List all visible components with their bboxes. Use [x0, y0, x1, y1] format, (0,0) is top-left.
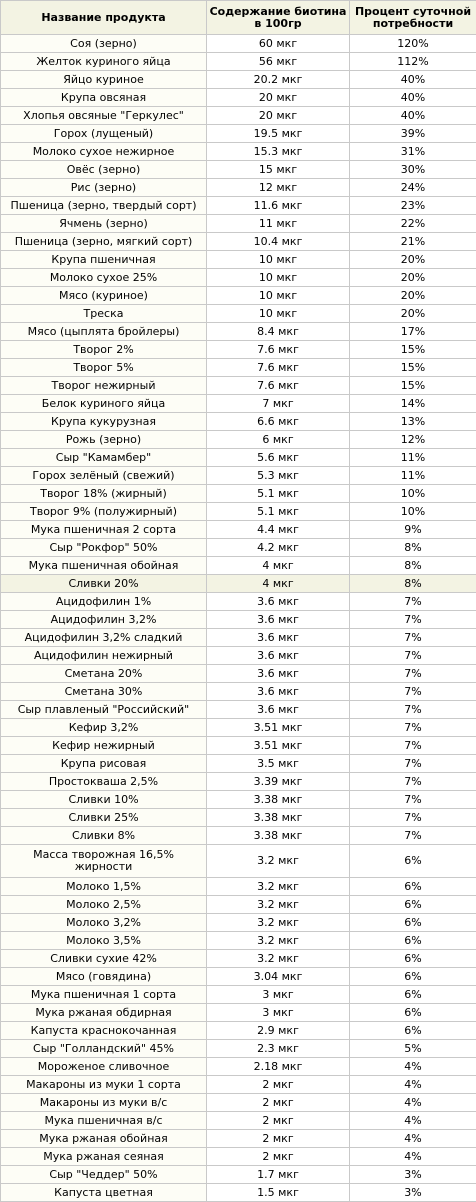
table-row [1, 125, 476, 143]
biotin-content-cell: 3.6 мкг [207, 701, 350, 719]
biotin-content-cell: 7.6 мкг [207, 359, 350, 377]
product-name-cell: Ацидофилин 3,2% [1, 611, 207, 629]
table-row [1, 845, 476, 878]
product-name-cell: Сыр "Чеддер" 50% [1, 1166, 207, 1184]
table-row [1, 701, 476, 719]
table-row [1, 914, 476, 932]
daily-percent-cell: 7% [350, 683, 476, 701]
daily-percent-cell: 6% [350, 845, 476, 878]
biotin-content-cell: 3.2 мкг [207, 896, 350, 914]
biotin-content-cell: 12 мкг [207, 179, 350, 197]
product-name-cell: Желток куриного яйца [1, 53, 207, 71]
table-row [1, 449, 476, 467]
table-row [1, 323, 476, 341]
biotin-content-cell: 3.6 мкг [207, 611, 350, 629]
product-name-cell: Горох зелёный (свежий) [1, 467, 207, 485]
product-name-cell: Треска [1, 305, 207, 323]
daily-percent-cell: 7% [350, 593, 476, 611]
table-row [1, 197, 476, 215]
daily-percent-cell: 4% [350, 1148, 476, 1166]
biotin-content-cell: 19.5 мкг [207, 125, 350, 143]
product-name-cell: Овёс (зерно) [1, 161, 207, 179]
daily-percent-cell: 39% [350, 125, 476, 143]
product-name-cell: Творог нежирный [1, 377, 207, 395]
daily-percent-cell: 31% [350, 143, 476, 161]
biotin-content-cell: 4.2 мкг [207, 539, 350, 557]
table-row [1, 1112, 476, 1130]
biotin-content-cell: 60 мкг [207, 35, 350, 53]
product-name-cell: Ацидофилин 1% [1, 593, 207, 611]
daily-percent-cell: 10% [350, 485, 476, 503]
table-row [1, 1148, 476, 1166]
table-row [1, 1166, 476, 1184]
daily-percent-cell: 17% [350, 323, 476, 341]
daily-percent-cell: 7% [350, 701, 476, 719]
product-name-cell: Крупа кукурузная [1, 413, 207, 431]
table-row [1, 287, 476, 305]
daily-percent-cell: 6% [350, 932, 476, 950]
daily-percent-cell: 9% [350, 521, 476, 539]
daily-percent-cell: 20% [350, 269, 476, 287]
biotin-content-cell: 2.3 мкг [207, 1040, 350, 1058]
daily-percent-cell: 11% [350, 467, 476, 485]
product-name-cell: Крупа овсяная [1, 89, 207, 107]
product-name-cell: Кефир нежирный [1, 737, 207, 755]
biotin-content-cell: 4 мкг [207, 575, 350, 593]
table-row [1, 359, 476, 377]
table-row [1, 1184, 476, 1202]
biotin-content-cell: 2 мкг [207, 1148, 350, 1166]
daily-percent-cell: 12% [350, 431, 476, 449]
table-row [1, 413, 476, 431]
product-name-cell: Ацидофилин 3,2% сладкий [1, 629, 207, 647]
daily-percent-cell: 7% [350, 665, 476, 683]
table-row [1, 341, 476, 359]
daily-percent-cell: 30% [350, 161, 476, 179]
daily-percent-cell: 4% [350, 1130, 476, 1148]
product-name-cell: Мясо (цыплята бройлеры) [1, 323, 207, 341]
biotin-content-cell: 3.6 мкг [207, 629, 350, 647]
daily-percent-cell: 6% [350, 914, 476, 932]
product-name-cell: Крупа пшеничная [1, 251, 207, 269]
daily-percent-cell: 6% [350, 950, 476, 968]
biotin-content-cell: 7 мкг [207, 395, 350, 413]
biotin-content-cell: 6 мкг [207, 431, 350, 449]
product-name-cell: Белок куриного яйца [1, 395, 207, 413]
product-name-cell: Мороженое сливочное [1, 1058, 207, 1076]
product-name-cell: Мясо (куриное) [1, 287, 207, 305]
product-name-cell: Молоко сухое 25% [1, 269, 207, 287]
product-name-cell: Пшеница (зерно, мягкий сорт) [1, 233, 207, 251]
daily-percent-cell: 40% [350, 89, 476, 107]
daily-percent-cell: 7% [350, 773, 476, 791]
daily-percent-cell: 23% [350, 197, 476, 215]
table-row [1, 143, 476, 161]
table-row [1, 737, 476, 755]
table-row [1, 968, 476, 986]
product-name-cell: Сметана 20% [1, 665, 207, 683]
table-row [1, 251, 476, 269]
daily-percent-cell: 3% [350, 1184, 476, 1202]
daily-percent-cell: 120% [350, 35, 476, 53]
product-name-cell: Сыр "Голландский" 45% [1, 1040, 207, 1058]
daily-percent-cell: 22% [350, 215, 476, 233]
biotin-content-cell: 10 мкг [207, 251, 350, 269]
daily-percent-cell: 6% [350, 878, 476, 896]
daily-percent-cell: 13% [350, 413, 476, 431]
product-name-cell: Мука ржаная сеяная [1, 1148, 207, 1166]
product-name-cell: Сыр "Рокфор" 50% [1, 539, 207, 557]
daily-percent-cell: 24% [350, 179, 476, 197]
product-name-cell: Творог 5% [1, 359, 207, 377]
daily-percent-cell: 7% [350, 809, 476, 827]
table-row [1, 305, 476, 323]
product-name-cell: Мука пшеничная 2 сорта [1, 521, 207, 539]
table-row [1, 611, 476, 629]
product-name-cell: Молоко 1,5% [1, 878, 207, 896]
table-row [1, 107, 476, 125]
daily-percent-cell: 4% [350, 1094, 476, 1112]
table-row [1, 467, 476, 485]
biotin-content-cell: 10 мкг [207, 269, 350, 287]
daily-percent-cell: 20% [350, 305, 476, 323]
table-row [1, 932, 476, 950]
table-row [1, 809, 476, 827]
daily-percent-cell: 7% [350, 755, 476, 773]
daily-percent-cell: 14% [350, 395, 476, 413]
biotin-content-cell: 3.2 мкг [207, 914, 350, 932]
biotin-content-cell: 11 мкг [207, 215, 350, 233]
product-name-cell: Мука пшеничная обойная [1, 557, 207, 575]
table-row [1, 89, 476, 107]
daily-percent-cell: 20% [350, 251, 476, 269]
product-name-cell: Капуста краснокочанная [1, 1022, 207, 1040]
biotin-content-cell: 3.6 мкг [207, 683, 350, 701]
product-name-cell: Мука пшеничная 1 сорта [1, 986, 207, 1004]
biotin-content-cell: 3.2 мкг [207, 950, 350, 968]
biotin-content-cell: 3 мкг [207, 986, 350, 1004]
biotin-content-cell: 2.9 мкг [207, 1022, 350, 1040]
table-row [1, 647, 476, 665]
daily-percent-cell: 15% [350, 377, 476, 395]
product-name-cell: Мясо (говядина) [1, 968, 207, 986]
daily-percent-cell: 40% [350, 71, 476, 89]
table-row [1, 1004, 476, 1022]
daily-percent-cell: 3% [350, 1166, 476, 1184]
table-row [1, 557, 476, 575]
product-name-cell: Сливки 8% [1, 827, 207, 845]
product-name-cell: Горох (лущеный) [1, 125, 207, 143]
table-row [1, 755, 476, 773]
table-row [1, 161, 476, 179]
product-name-cell: Сливки 10% [1, 791, 207, 809]
daily-percent-cell: 4% [350, 1112, 476, 1130]
product-name-cell: Творог 2% [1, 341, 207, 359]
product-name-cell: Ячмень (зерно) [1, 215, 207, 233]
product-name-cell: Мука пшеничная в/с [1, 1112, 207, 1130]
daily-percent-cell: 6% [350, 986, 476, 1004]
daily-percent-cell: 6% [350, 1004, 476, 1022]
product-name-cell: Соя (зерно) [1, 35, 207, 53]
biotin-content-cell: 15 мкг [207, 161, 350, 179]
product-name-cell: Макароны из муки 1 сорта [1, 1076, 207, 1094]
biotin-content-cell: 3.38 мкг [207, 827, 350, 845]
daily-percent-cell: 7% [350, 827, 476, 845]
biotin-content-cell: 1.7 мкг [207, 1166, 350, 1184]
table-row [1, 431, 476, 449]
biotin-content-cell: 2 мкг [207, 1130, 350, 1148]
table-row [1, 539, 476, 557]
biotin-content-cell: 4.4 мкг [207, 521, 350, 539]
table-body [1, 35, 476, 1202]
product-name-cell: Хлопья овсяные "Геркулес" [1, 107, 207, 125]
daily-percent-cell: 7% [350, 719, 476, 737]
biotin-content-cell: 20 мкг [207, 107, 350, 125]
table-row [1, 896, 476, 914]
biotin-content-cell: 56 мкг [207, 53, 350, 71]
table-row [1, 215, 476, 233]
biotin-content-cell: 4 мкг [207, 557, 350, 575]
daily-percent-cell: 40% [350, 107, 476, 125]
biotin-content-cell: 2 мкг [207, 1076, 350, 1094]
product-name-cell: Сливки 25% [1, 809, 207, 827]
table-row [1, 503, 476, 521]
table-row [1, 1022, 476, 1040]
table-row [1, 665, 476, 683]
product-name-cell: Пшеница (зерно, твердый сорт) [1, 197, 207, 215]
product-name-cell: Молоко сухое нежирное [1, 143, 207, 161]
daily-percent-cell: 15% [350, 359, 476, 377]
daily-percent-cell: 7% [350, 647, 476, 665]
daily-percent-cell: 6% [350, 1022, 476, 1040]
biotin-content-cell: 3.6 мкг [207, 593, 350, 611]
table-row [1, 53, 476, 71]
product-name-cell: Творог 9% (полужирный) [1, 503, 207, 521]
biotin-content-cell: 3.2 мкг [207, 878, 350, 896]
table-row [1, 233, 476, 251]
biotin-content-cell: 3.51 мкг [207, 737, 350, 755]
daily-percent-cell: 6% [350, 968, 476, 986]
biotin-content-cell: 11.6 мкг [207, 197, 350, 215]
daily-percent-cell: 20% [350, 287, 476, 305]
daily-percent-cell: 112% [350, 53, 476, 71]
product-name-cell: Сметана 30% [1, 683, 207, 701]
biotin-content-cell: 10 мкг [207, 305, 350, 323]
product-name-cell: Ацидофилин нежирный [1, 647, 207, 665]
table-row [1, 1130, 476, 1148]
biotin-content-cell: 15.3 мкг [207, 143, 350, 161]
table-row [1, 35, 476, 53]
daily-percent-cell: 4% [350, 1076, 476, 1094]
biotin-content-cell: 3.38 мкг [207, 809, 350, 827]
product-name-cell: Капуста цветная [1, 1184, 207, 1202]
product-name-cell: Молоко 3,2% [1, 914, 207, 932]
biotin-content-cell: 3 мкг [207, 1004, 350, 1022]
product-name-cell: Макароны из муки в/с [1, 1094, 207, 1112]
product-name-cell: Кефир 3,2% [1, 719, 207, 737]
daily-percent-cell: 10% [350, 503, 476, 521]
biotin-content-cell: 1.5 мкг [207, 1184, 350, 1202]
product-name-cell: Творог 18% (жирный) [1, 485, 207, 503]
table-row [1, 1058, 476, 1076]
product-name-cell: Яйцо куриное [1, 71, 207, 89]
biotin-content-cell: 3.5 мкг [207, 755, 350, 773]
biotin-content-cell: 10.4 мкг [207, 233, 350, 251]
product-name-cell: Мука ржаная обдирная [1, 1004, 207, 1022]
table-row [1, 179, 476, 197]
product-name-cell: Молоко 3,5% [1, 932, 207, 950]
product-name-cell: Простокваша 2,5% [1, 773, 207, 791]
header-biotin-content: Содержание биотина в 100гр [207, 1, 350, 35]
biotin-content-cell: 3.2 мкг [207, 932, 350, 950]
table-row [1, 791, 476, 809]
product-name-cell: Сыр плавленый "Российский" [1, 701, 207, 719]
biotin-content-cell: 20.2 мкг [207, 71, 350, 89]
table-row [1, 593, 476, 611]
daily-percent-cell: 6% [350, 896, 476, 914]
biotin-content-cell: 3.38 мкг [207, 791, 350, 809]
table-row [1, 878, 476, 896]
product-name-cell: Мука ржаная обойная [1, 1130, 207, 1148]
product-name-cell: Сливки 20% [1, 575, 207, 593]
table-row [1, 269, 476, 287]
table-row [1, 71, 476, 89]
daily-percent-cell: 21% [350, 233, 476, 251]
biotin-content-cell: 3.2 мкг [207, 845, 350, 878]
daily-percent-cell: 7% [350, 737, 476, 755]
table-row [1, 629, 476, 647]
product-name-cell: Рис (зерно) [1, 179, 207, 197]
biotin-content-cell: 7.6 мкг [207, 377, 350, 395]
product-name-cell: Масса творожная 16,5% жирности [1, 845, 207, 878]
biotin-content-cell: 5.6 мкг [207, 449, 350, 467]
daily-percent-cell: 7% [350, 611, 476, 629]
table-row [1, 1040, 476, 1058]
daily-percent-cell: 8% [350, 557, 476, 575]
biotin-content-cell: 8.4 мкг [207, 323, 350, 341]
biotin-content-cell: 3.6 мкг [207, 665, 350, 683]
product-name-cell: Молоко 2,5% [1, 896, 207, 914]
table-row [1, 683, 476, 701]
biotin-content-cell: 5.1 мкг [207, 485, 350, 503]
daily-percent-cell: 15% [350, 341, 476, 359]
product-name-cell: Крупа рисовая [1, 755, 207, 773]
biotin-content-cell: 20 мкг [207, 89, 350, 107]
header-product-name: Название продукта [1, 1, 207, 35]
biotin-content-cell: 3.6 мкг [207, 647, 350, 665]
table-row [1, 986, 476, 1004]
table-row [1, 575, 476, 593]
daily-percent-cell: 4% [350, 1058, 476, 1076]
table-row [1, 485, 476, 503]
biotin-content-cell: 3.39 мкг [207, 773, 350, 791]
biotin-content-cell: 3.04 мкг [207, 968, 350, 986]
table-header-row [1, 1, 476, 35]
biotin-content-cell: 2 мкг [207, 1094, 350, 1112]
biotin-content-cell: 2 мкг [207, 1112, 350, 1130]
biotin-content-cell: 6.6 мкг [207, 413, 350, 431]
biotin-content-cell: 2.18 мкг [207, 1058, 350, 1076]
table-row [1, 377, 476, 395]
table-row [1, 773, 476, 791]
biotin-content-cell: 5.1 мкг [207, 503, 350, 521]
table-row [1, 827, 476, 845]
daily-percent-cell: 8% [350, 575, 476, 593]
table-row [1, 719, 476, 737]
product-name-cell: Рожь (зерно) [1, 431, 207, 449]
header-daily-percent: Процент суточной потребности [350, 1, 476, 35]
table-row [1, 1094, 476, 1112]
daily-percent-cell: 5% [350, 1040, 476, 1058]
table-row [1, 1076, 476, 1094]
daily-percent-cell: 7% [350, 629, 476, 647]
daily-percent-cell: 7% [350, 791, 476, 809]
daily-percent-cell: 8% [350, 539, 476, 557]
product-name-cell: Сыр "Камамбер" [1, 449, 207, 467]
product-name-cell: Сливки сухие 42% [1, 950, 207, 968]
table-row [1, 950, 476, 968]
table-row [1, 521, 476, 539]
biotin-content-cell: 5.3 мкг [207, 467, 350, 485]
table-row [1, 395, 476, 413]
biotin-content-cell: 7.6 мкг [207, 341, 350, 359]
daily-percent-cell: 11% [350, 449, 476, 467]
biotin-content-cell: 3.51 мкг [207, 719, 350, 737]
biotin-content-cell: 10 мкг [207, 287, 350, 305]
